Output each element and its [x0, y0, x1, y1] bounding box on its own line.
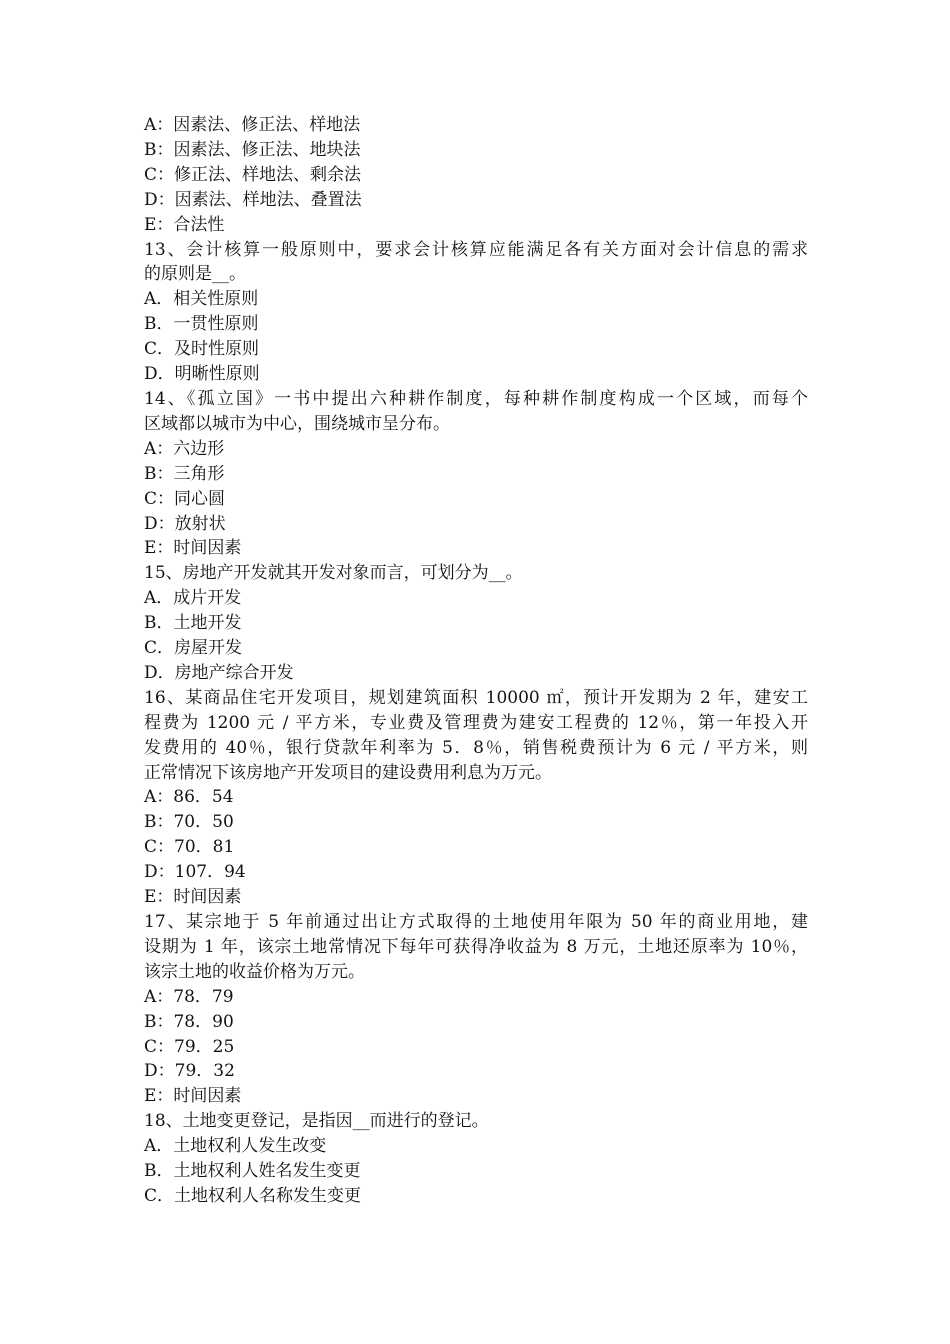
text-line: B：78．90 [144, 1011, 234, 1032]
text-line: C：79．25 [144, 1036, 235, 1057]
text-line: E：合法性 [144, 214, 225, 235]
text-line: 程费为 1200 元 / 平方米，专业费及管理费为建安工程费的 12％，第一年投入开 [144, 712, 808, 733]
text-line: C：修正法、样地法、剩余法 [144, 164, 362, 185]
text-line: C．及时性原则 [144, 339, 260, 360]
text-line: 正常情况下该房地产开发项目的建设费用利息为万元。 [144, 762, 552, 783]
text-line: C：同心圆 [144, 488, 226, 509]
text-line: 16、某商品住宅开发项目，规划建筑面积 10000 ㎡，预计开发期为 2 年，建安工 [144, 687, 808, 708]
text-line: 该宗土地的收益价格为万元。 [144, 961, 365, 982]
text-line: A：六边形 [144, 438, 225, 459]
text-line: B：70．50 [144, 812, 234, 833]
text-line: 17、某宗地于 5 年前通过出让方式取得的土地使用年限为 50 年的商业用地，建 [144, 912, 808, 932]
text-line: 18、土地变更登记，是指因__而进行的登记。 [144, 1111, 489, 1132]
text-line: B．一贯性原则 [144, 314, 259, 335]
text-line: B：因素法、修正法、地块法 [144, 139, 361, 160]
document-page [144, 113, 808, 1209]
text-line: B．土地开发 [144, 613, 242, 634]
text-line: 14、《孤立国》一书中提出六种耕作制度，每种耕作制度构成一个区域，而每个 [144, 388, 808, 409]
text-line: 区域都以城市为中心，围绕城市呈分布。 [144, 413, 450, 434]
text-line: 发费用的 40％，银行贷款年利率为 5．8％，销售税费预计为 6 元 / 平方米，则 [144, 737, 808, 758]
text-line: B：三角形 [144, 463, 225, 484]
text-line: D．房地产综合开发 [144, 662, 294, 683]
text-line: A．相关性原则 [144, 289, 259, 310]
text-line: C．土地权利人名称发生变更 [144, 1185, 362, 1206]
text-line: A．成片开发 [144, 588, 242, 609]
text-line: D：107．94 [144, 862, 246, 883]
text-line: A．土地权利人发生改变 [144, 1136, 327, 1157]
text-line: E：时间因素 [144, 887, 242, 908]
text-line: C．房屋开发 [144, 638, 243, 659]
text-line: D：放射状 [144, 513, 226, 534]
text-line: 13、会计核算一般原则中，要求会计核算应能满足各有关方面对会计信息的需求 [144, 239, 808, 260]
text-line: C：70．81 [144, 837, 235, 858]
text-line: 设期为 1 年，该宗土地常情况下每年可获得净收益为 8 万元，土地还原率为 10％， [144, 936, 808, 957]
text-line: 的原则是__。 [144, 264, 246, 285]
text-line: A：因素法、修正法、样地法 [144, 115, 361, 135]
text-line: A：78．79 [144, 986, 234, 1007]
text-line: E：时间因素 [144, 1086, 242, 1107]
text-line: B．土地权利人姓名发生变更 [144, 1161, 361, 1182]
text-line: D．明晰性原则 [144, 364, 260, 385]
text-line: D：79．32 [144, 1061, 235, 1082]
text-line: D：因素法、样地法、叠置法 [144, 189, 362, 210]
text-line: A：86．54 [144, 787, 234, 808]
text-line: 15、房地产开发就其开发对象而言，可划分为__。 [144, 563, 523, 584]
text-line: E：时间因素 [144, 538, 242, 559]
